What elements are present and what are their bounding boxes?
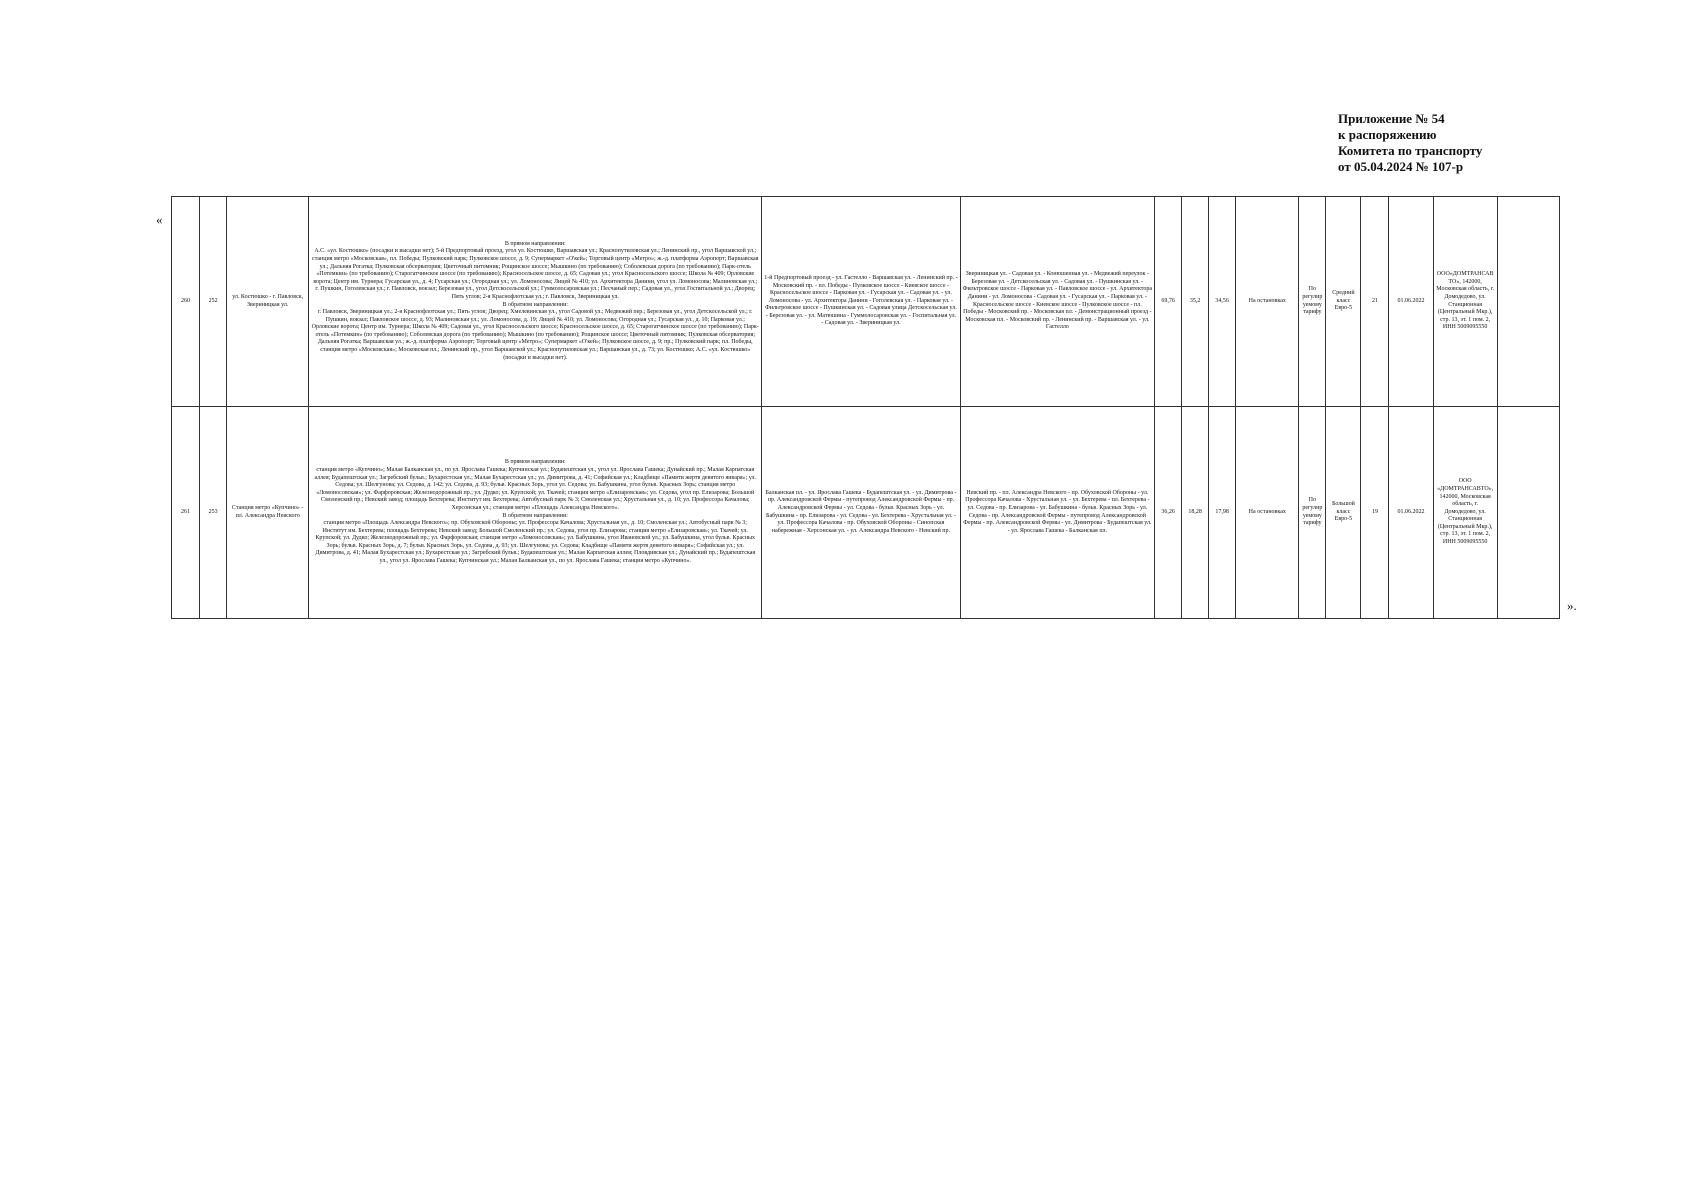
order-date-number: от 05.04.2024 № 107-р [1338, 159, 1464, 174]
empty-cell [1497, 407, 1559, 619]
registry-number: 260 [172, 197, 200, 407]
vehicle-count: 19 [1361, 407, 1389, 619]
length-forward: 69,76 [1155, 197, 1182, 407]
route-path-back: Звериницкая ул. - Садовая ул. - Конюшенная ул. - Медвежий переулок - Березовая ул. - Детскосельская ул. - Садовая ул. - Пушкинская ул. - Фильтровское шоссе - Парковая ул. - Павловское шоссе - ул. Архитектора Данини - ул. Ломоносова - Садовая ул. - Гусарская ул. - Парковая ул. - Красносельское шоссе - Киевское шоссе - Пулковское шоссе - пл. Победы - Московский пр. - Московская пл. - Демонстрационный проезд - Московская пл. - Московский пр. - Ленинский пр. - Варшавская ул. - ул. Гастелло [960, 197, 1154, 407]
table-row [172, 197, 1560, 407]
document-header [1338, 111, 1558, 175]
start-date: 01.06.2022 [1389, 407, 1433, 619]
route-number: 252 [200, 197, 227, 407]
route-name: ул. Костюшко - г. Павловск, Звериницкая ул. [227, 197, 309, 407]
tariff-type: По регулируемому тарифу [1299, 197, 1326, 407]
stop-order: На остановках [1236, 197, 1299, 407]
vehicle-class: Средний класс Евро-5 [1326, 197, 1361, 407]
appendix-to-order: к распоряжению [1338, 127, 1437, 142]
table-row [172, 407, 1560, 619]
committee-name: Комитета по транспорту [1338, 143, 1483, 158]
length-total: 34,56 [1209, 197, 1236, 407]
opening-quote: « [156, 212, 163, 227]
route-path-forward: Балканская пл. - ул. Ярослава Гашека - Будапештская ул. - ул. Димитрова - пр. Александровской Фермы - путепровод Александровской Фермы - пр. Александровской Фермы - ул. Седова - бульв. Красных Зорь - ул. Бабушкина - пр. Елизарова - ул. Седова - ул. Бехтерева - Хрустальная ул. - ул. Профессора Качалова - пр. Обуховской Обороны - Синопская набережная - Херсонская ул. - ул. Александра Невского - Невский пр. [762, 407, 960, 619]
route-stops: В прямом направлении: А.С. «ул. Костюшко» (посадки и высадки нет); 5-й Предпортовый проезд, угол ул. Костюшко, Варшавская ул.; Краснопутиловская ул.; Ленинский пр., угол Варшавской ул.; станция метро «Московская», пл. Победы; Пулковский парк; Пулковское шоссе, д. 9; Супермаркет «О'кей»; Торговый центр «Метро»; ж.-д. платформа Аэропорт; Варшавская ул.; Дальняя Рогатка; Пулковская обсерватория; Цветочный питомник; Рощинское шоссе; Мышкино (по требованию); Соболевская дорога (по требованию); Парк-отель «Потемкин» (по требованию); Старогатчинское шоссе (по требованию); Красносельское шоссе, д. 65; Садовая ул.; угол Красносельского шоссе; Школа № 409; Орловские ворота; Центр им. Турнера; Гусарская ул., д. 4; Гусарская ул.; Огородная ул.; ул. Ломоносова; Лицей № 410; ул. Архитектора Данини, угол ул. Ломоносова; Малиновская ул.; г. Пушкин, Гоголевская ул.; г. Павловск, вокзал; Березовая ул., угол Детскосельской ул.; Гуммолосаровская ул.; Песчаный пер.; Садовая ул., угол Госпитальной ул.; Дворец; Пять углов; 2-я Краснофлотская ул.; г. Павловск, Звериницкая ул. В обратном направлении: г. Павловск, Звериницкая ул.; 2-я Краснофлотская ул.; Пять углов; Дворец; Хмелевинская ул., угол Садовой ул.; Медвежий пер.; Березовая ул., угол Детскосельской ул.; г. Пушкин, вокзал; Павловское шоссе, д. 93; Малиновская ул.; ул. Ломоносова, д. 19; Лицей № 410; ул. Ломоносова; Огородная ул.; Гусарская ул., д. 10; Парковая ул.; Орловские ворота; Центр им. Турнера; Школа № 409; Садовая ул., угол Красносельского шоссе; Красносельское шоссе, д. 65; Старогатчинское шоссе (по требованию); Парк-отель «Потемкин» (по требованию); Соболевская дорога (по требованию); Мышкино (по требованию); Рощинское шоссе; Цветочный питомник; Пулковская обсерватория; Дальняя Рогатка; Варшавская ул.; ж.-д. платформа Аэропорт; Торговый центр «Метро»; Супермаркет «О'кей»; Пулковское шоссе, д. 9; пр.; Пулковский парк; пл. Победы, станция метро «Московская»; Московская пл.; Ленинский пр., угол Варшавской ул.; Краснопутиловская ул.; Варшавская ул., д. 73; ул. Костюшко; А.С. «ул. Костюшко» (посадки и высадки нет). [309, 197, 762, 407]
length-forward: 36,26 [1155, 407, 1182, 619]
routes-table [171, 196, 1560, 619]
vehicle-count: 21 [1361, 197, 1389, 407]
route-path-back: Невский пр. - пл. Александра Невского - пр. Обуховской Обороны - ул. Профессора Качалова - Хрустальная ул. - ул. Бехтерева - пл. Бехтерева - ул. Седова - пр. Елизарова - ул. Бабушкина - бульв. Красных Зорь - ул. Седова - пр. Александровской Фермы - путепровод Александровской Фермы - пр. Александровской Фермы - ул. Димитрова - Будапештская ул. - ул. Ярослава Гашека - Балканская пл. [960, 407, 1154, 619]
route-stops: В прямом направлении: станция метро «Купчино»; Малая Балканская ул., по ул. Ярослава Гашека; Купчинская ул.; Будапештская ул., угол ул. Ярослава Гашека; Дунайский пр.; Малая Карпатская аллея; Будапештская ул.; Загребский бульв.; Бухарестская ул.; Малая Бухарестская ул.; ул. Димитрова, д. 41; Софийская ул.; Кладбище «Памяти жертв девятого января»; ул. Седова; ул. Шелгунова; ул. Седова, д. 142; ул. Седова, д. 93; бульв. Красных Зорь, угол ул. Седова; ул. Бабушкина, угол бульв. Красных Зорь; станция метро «Ломоносовская»; ул. Фарфоровская; Железнодорожный пр.; ул. Дудко; ул. Крупской; ул. Ткачей; станция метро «Елизаровская»; ул. Седова, угол пр. Елизарова; Большой Смоленский пр.; Невский завод; площадь Бехтерева; Институт им. Бехтерева; Автобусный парк № 3; Смоленская ул.; Хрустальная ул., д. 10; ул. Профессора Качалова; Херсонская ул.; станция метро «Площадь Александра Невского». В обратном направлении: станция метро «Площадь Александра Невского»; пр. Обуховской Обороны; ул. Профессора Качалова; Хрустальная ул., д. 10; Смоленская ул.; Автобусный парк № 3; Институт им. Бехтерева; площадь Бехтерева; Невский завод; Большой Смоленский пр.; ул. Седова, угол пр. Елизарова; станция метро «Елизаровская»; ул. Ткачей; ул. Крупской; ул. Дудко; Железнодорожный пр.; ул. Фарфоровская; станция метро «Ломоносовская»; ул. Бабушкина, угол Ивановской ул.; ул. Бабушкина, угол бульв. Красных Зорь; бульв. Красных Зорь, д. 7; бульв. Красных Зорь, ул. Седова, д. 93; ул. Шелгунова; ул. Седова; Кладбище «Памяти жертв девятого января»; Софийская ул.; ул. Димитрова, д. 41; Малая Бухарестская ул.; Бухарестская ул.; Загребский бульв.; Будапештская ул.; Малая Карпатская аллея; Пловдивская ул.; Дунайский пр.; Будапештская ул., угол ул. Ярослава Гашека; Купчинская ул.; Малая Балканская ул., по ул. Ярослава Гашека; станция метро «Купчино». [309, 407, 762, 619]
vehicle-class: Большой класс Евро-5 [1326, 407, 1361, 619]
appendix-number: Приложение № 54 [1338, 111, 1445, 126]
route-path-forward: 1-й Предпортовый проезд - ул. Гастелло - Варшавская ул. - Ленинский пр. - Московский пр. - пл. Победы - Пулковское шоссе - Киевское шоссе - Красносельское шоссе - Парковая ул. - Гусарская ул. - Садовая ул. - ул. Ломоносова - ул. Архитектора Данини - Гоголевская ул. - Парковая ул. - Фильтровское шоссе - Пушкинская ул. - Садовая улица Детскосельская ул. - Березовая ул. - ул. Матюшина - Гуммолосаровская ул. - Госпитальная ул. - Садовая ул. - Звериницкая ул. [762, 197, 960, 407]
length-total: 17,98 [1209, 407, 1236, 619]
length-back: 18,28 [1182, 407, 1209, 619]
route-name: Станция метро «Купчино» - пл. Александра Невского [227, 407, 309, 619]
length-back: 35,2 [1182, 197, 1209, 407]
start-date: 01.06.2022 [1389, 197, 1433, 407]
carrier-info: ООО«ДОМТРАНСАВТО», 142000, Московская область, г. Домодедово, ул. Станционная (Центральный Мкр.), стр. 13, эт. 1 пом. 2, ИНН 5009095550 [1433, 197, 1497, 407]
empty-cell [1497, 197, 1559, 407]
registry-number: 261 [172, 407, 200, 619]
closing-quote: ». [1567, 598, 1577, 613]
carrier-info: ООО «ДОМТРАНСАВТО», 142000, Московская область, г. Домодедово, ул. Станционная (Центральный Мкр.), стр. 13, эт. 1 пом. 2, ИНН 5009095550 [1433, 407, 1497, 619]
stop-order: На остановках [1236, 407, 1299, 619]
tariff-type: По регулируемому тарифу [1299, 407, 1326, 619]
route-number: 253 [200, 407, 227, 619]
